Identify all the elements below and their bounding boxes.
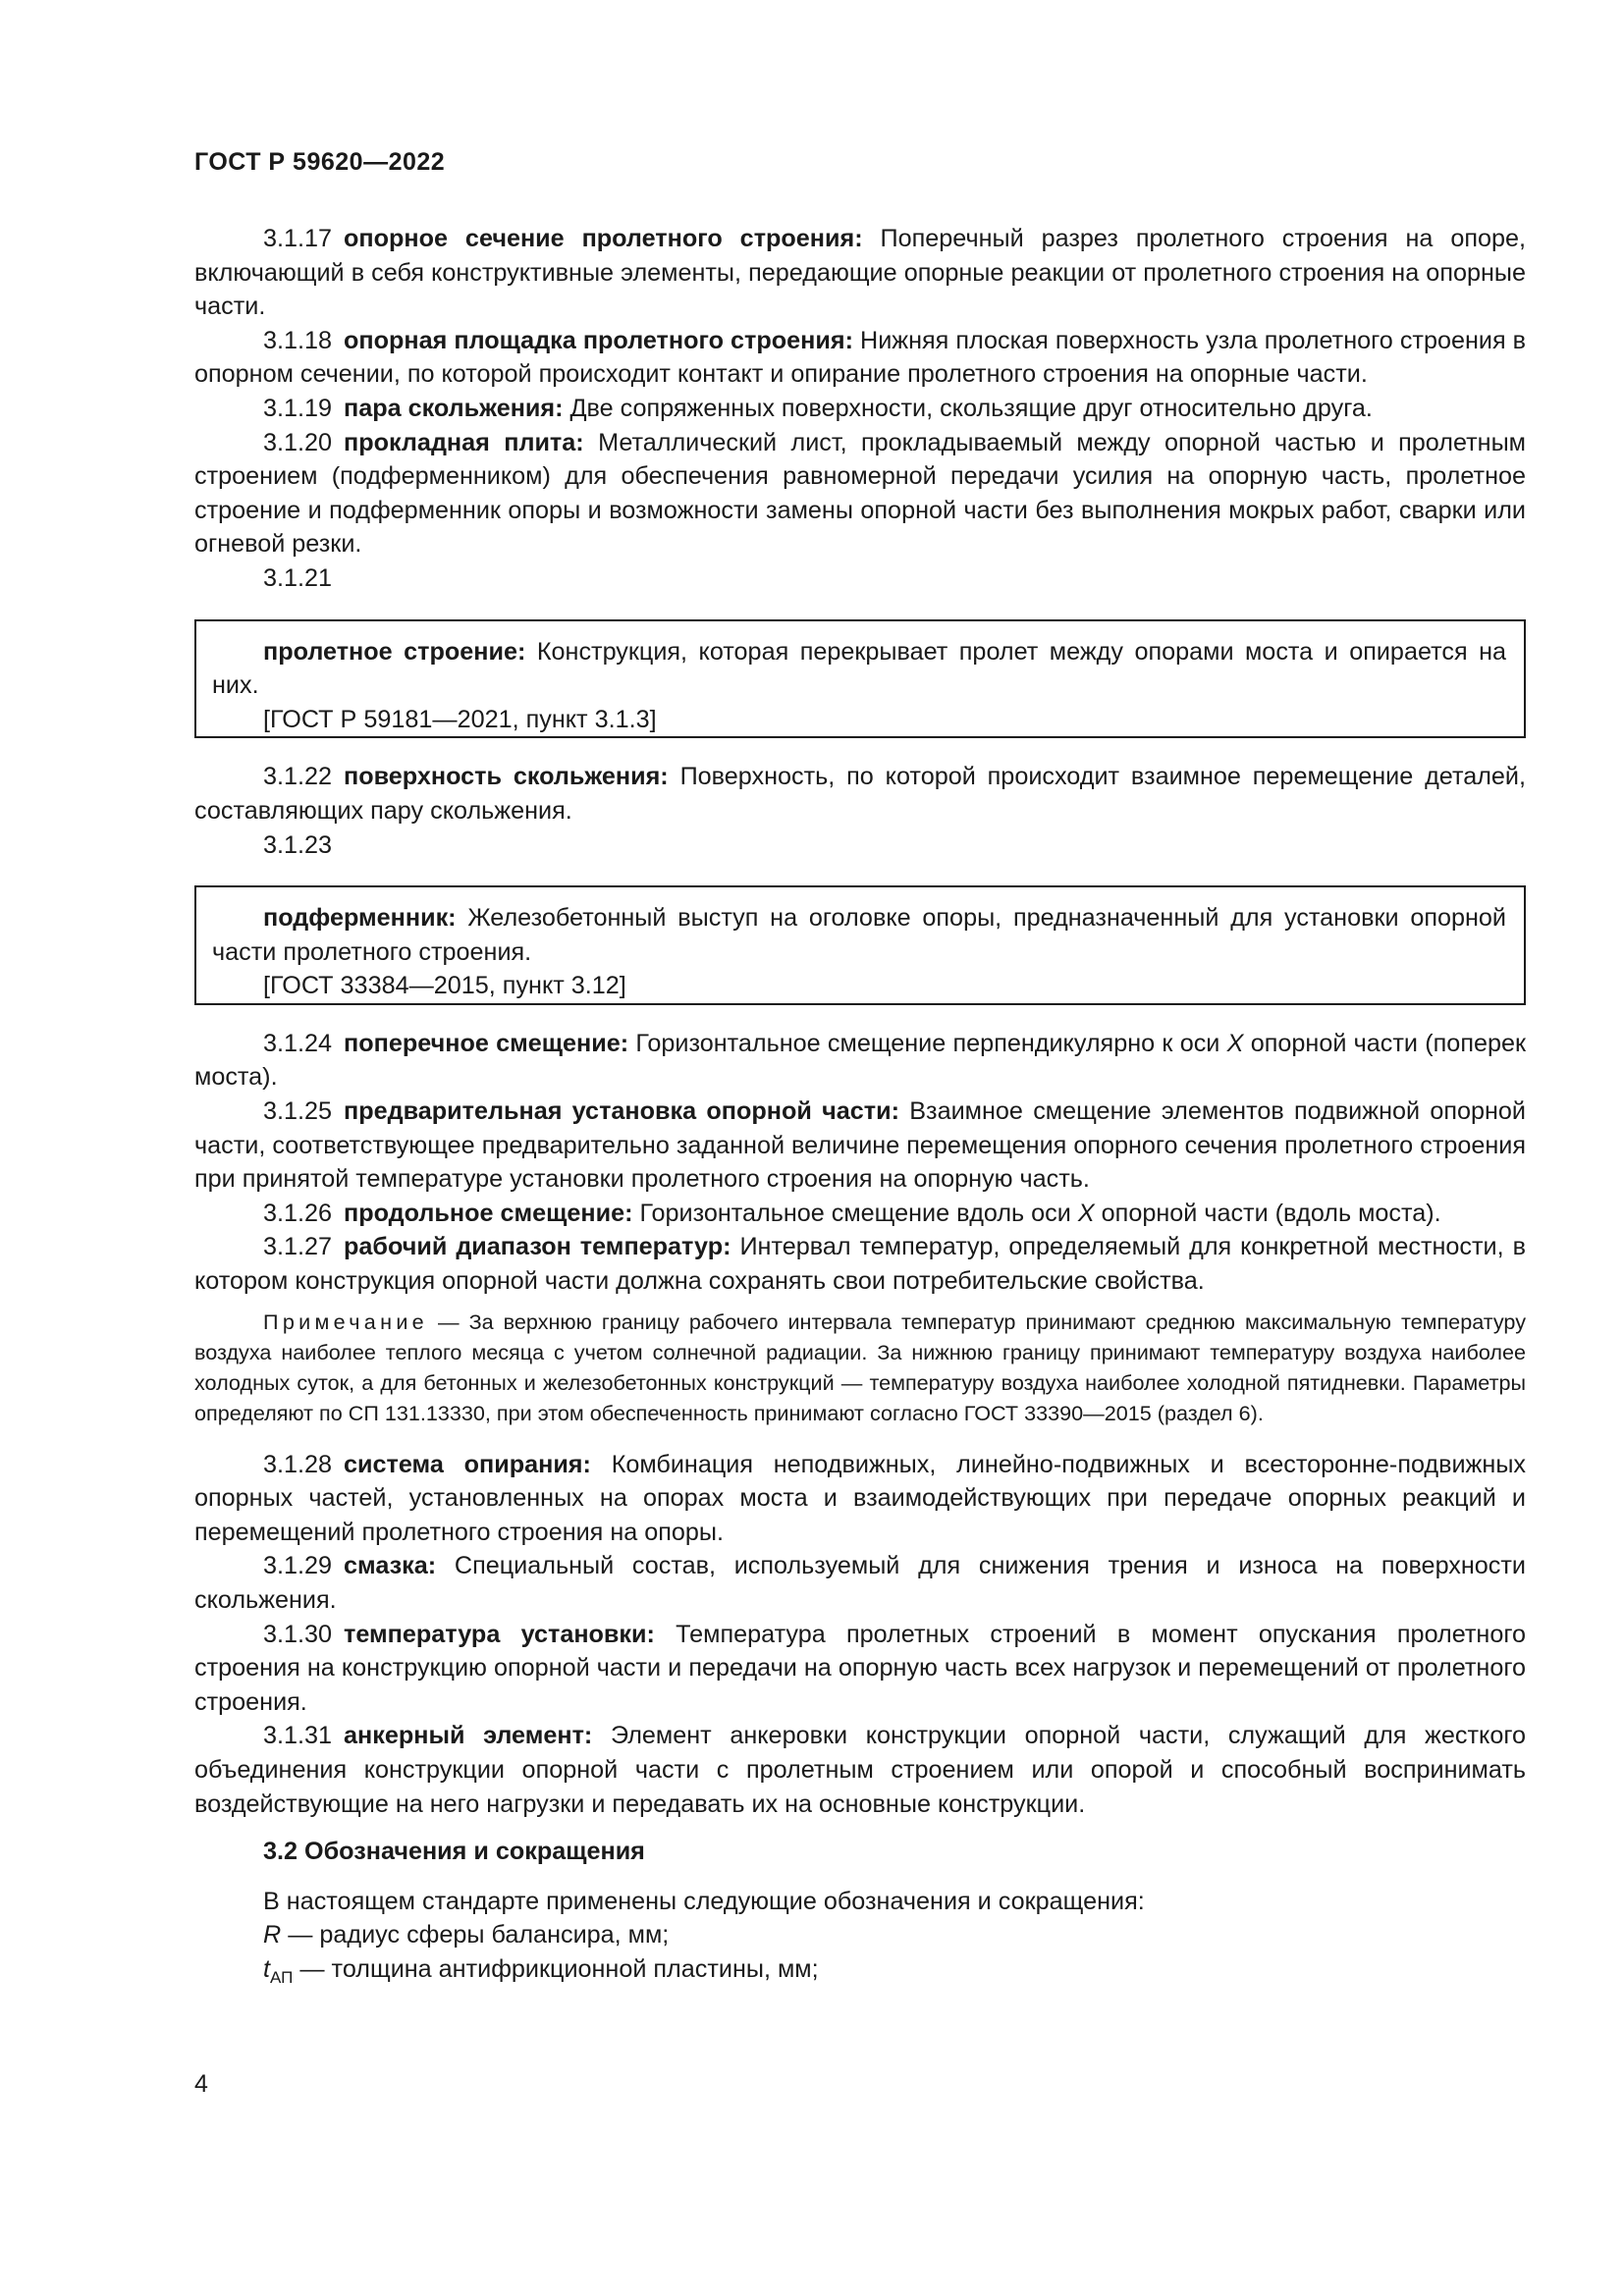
term-3-1-22 [194, 760, 1526, 828]
term-title: пролетное строение: [263, 637, 526, 666]
axis-symbol: X [1226, 1029, 1244, 1057]
symbol-description: — толщина антифрикционной пластины, мм; [299, 1954, 819, 1983]
document-header: ГОСТ Р 59620—2022 [194, 148, 446, 176]
note-label: Примечание [263, 1308, 428, 1334]
term-number-3-1-21: 3.1.21 [263, 563, 333, 592]
term-3-1-19 [194, 392, 1526, 426]
term-definition: Поперечный разрез пролетного строения на опоре, включающий в себя конструктивные элементы, передающие опорные реакции от пролетного строения на опорные части. [194, 225, 1527, 321]
term-number: 3.1.26 [263, 1199, 333, 1227]
term-3-1-21 [212, 635, 1506, 703]
term-number: 3.1.19 [263, 394, 333, 422]
term-3-1-31 [194, 1719, 1526, 1821]
term-title: опорное сечение пролетного строения: [344, 225, 863, 252]
term-title: продольное смещение: [344, 1199, 633, 1227]
term-definition: Металлический лист, прокладываемый между опорной частью и пролетным строением (подферменником) для обеспечения равномерной передачи усилия на опорную часть, пролетное строение и подферменник опоры и возможности замены опорной части без выполнения мокрых работ, сварки или огневой резки. [194, 428, 1526, 559]
term-definition-end: опорной части (вдоль моста). [1101, 1199, 1441, 1227]
term-3-1-30 [194, 1618, 1526, 1720]
note-text: — За верхнюю границу рабочего интервала температур принимают среднюю максимальную температуру воздуха наиболее теплого месяца с учетом солнечной радиации. За нижнюю границу принимают температуру воздуха наиболее холодных суток, а для бетонных и железобетонных конструкций — температуру воздуха наиболее холодной пятидневки. Параметры определяют по СП 131.13330, при этом обеспеченность принимают согласно ГОСТ 33390—2015 (раздел 6). [194, 1308, 1526, 1425]
term-number: 3.1.18 [263, 326, 333, 354]
term-definition: Элемент анкеровки конструкции опорной части, служащий для жесткого объединения конструкции опорной части с пролетным строением или опорой и способный воспринимать воздействующие на него нагрузки и передавать их на основные конструкции. [194, 1722, 1526, 1818]
symbol: R [263, 1921, 282, 1949]
term-3-1-17 [194, 222, 1526, 324]
term-3-1-18 [194, 324, 1526, 392]
term-title: анкерный элемент: [344, 1722, 593, 1750]
symbol: t [263, 1954, 270, 1983]
term-3-1-27 [194, 1230, 1526, 1298]
term-definition: Поверхность, по которой происходит взаимное перемещение деталей, составляющих пару скольжения. [194, 763, 1526, 825]
term-3-1-24 [194, 1027, 1526, 1095]
document-body [194, 222, 1526, 1996]
term-title: пара скольжения: [344, 394, 564, 422]
page-number: 4 [194, 2070, 208, 2098]
term-number: 3.1.31 [263, 1722, 333, 1750]
term-title: поперечное смещение: [344, 1029, 629, 1057]
term-number: 3.1.30 [263, 1620, 333, 1648]
term-source-reference: [ГОСТ Р 59181—2021, пункт 3.1.3] [263, 705, 657, 733]
symbol-entry [194, 1952, 1526, 1996]
term-number: 3.1.29 [263, 1552, 333, 1580]
term-definition: Комбинация неподвижных, линейно-подвижных и всесторонне-подвижных опорных частей, установленных на опорах моста и взаимодействующих при передаче опорных реакций и перемещений пролетного строения на опоры. [194, 1450, 1527, 1546]
term-number: 3.1.27 [263, 1233, 333, 1261]
term-title: поверхность скольжения: [344, 763, 669, 791]
term-3-1-20 [194, 426, 1526, 561]
term-definition: Горизонтальное смещение перпендикулярно к оси [635, 1029, 1220, 1057]
term-definition: Интервал температур, определяемый для конкретной местности, в котором конструкция опорной части должна сохранять свои потребительские свойства. [194, 1233, 1526, 1296]
term-title: система опирания: [344, 1450, 591, 1478]
term-number: 3.1.24 [263, 1029, 333, 1057]
term-number: 3.1.25 [263, 1097, 333, 1126]
term-number: 3.1.20 [263, 428, 333, 456]
term-title: смазка: [344, 1552, 437, 1580]
term-definition: Конструкция, которая перекрывает пролет между опорами моста и опирается на них. [212, 637, 1507, 700]
term-definition: Специальный состав, используемый для снижения трения и износа на поверхности скольжения. [194, 1552, 1527, 1614]
symbol-entry [194, 1918, 1526, 1952]
term-number-3-1-23: 3.1.23 [263, 830, 333, 859]
term-3-1-28 [194, 1448, 1526, 1550]
term-title: опорная площадка пролетного строения: [344, 326, 853, 354]
term-definition: Две сопряженных поверхности, скользящие друг относительно друга. [569, 394, 1373, 422]
term-definition: Горизонтальное смещение вдоль оси [639, 1199, 1071, 1227]
note [194, 1307, 1526, 1428]
term-number: 3.1.28 [263, 1450, 333, 1478]
term-definition: Железобетонный выступ на оголовке опоры, предназначенный для установки опорной части пролетного строения. [212, 904, 1506, 966]
term-definition: Нижняя плоская поверхность узла пролетного строения в опорном сечении, по которой происходит контакт и опирание пролетного строения на опорные части. [194, 326, 1527, 389]
term-3-1-29 [194, 1549, 1526, 1617]
term-3-1-25 [194, 1095, 1526, 1197]
term-title: рабочий диапазон температур: [344, 1233, 731, 1261]
term-definition: Температура пролетных строений в момент опускания пролетного строения на конструкцию опорной части и передачи на опорную часть всех нагрузок и перемещений от пролетного строения. [194, 1620, 1526, 1716]
term-title: предварительная установка опорной части: [344, 1097, 899, 1126]
section-heading: 3.2 Обозначения и сокращения [263, 1838, 645, 1866]
symbol-description: — радиус сферы балансира, мм; [288, 1921, 670, 1949]
axis-symbol: X [1077, 1199, 1095, 1227]
symbol-subscript: АП [270, 1967, 294, 1987]
term-title: подферменник: [263, 904, 457, 933]
quoted-term-box [194, 619, 1526, 739]
term-title: прокладная плита: [344, 428, 584, 456]
term-definition-end: опорной части (поперек моста). [194, 1029, 1526, 1092]
term-source-reference: [ГОСТ 33384—2015, пункт 3.12] [263, 972, 626, 1000]
section-intro: В настоящем стандарте применены следующие обозначения и сокращения: [263, 1887, 1145, 1915]
quoted-term-box [194, 885, 1526, 1005]
term-title: температура установки: [344, 1620, 655, 1648]
term-number: 3.1.17 [263, 225, 333, 252]
term-3-1-23 [212, 901, 1506, 969]
term-definition: Взаимное смещение элементов подвижной опорной части, соответствующее предварительно заданной величине перемещения опорного сечения пролетного строения при принятой температуре установки пролетного строения на опорную часть. [194, 1097, 1526, 1194]
term-3-1-26 [194, 1197, 1526, 1231]
term-number: 3.1.22 [263, 763, 333, 791]
